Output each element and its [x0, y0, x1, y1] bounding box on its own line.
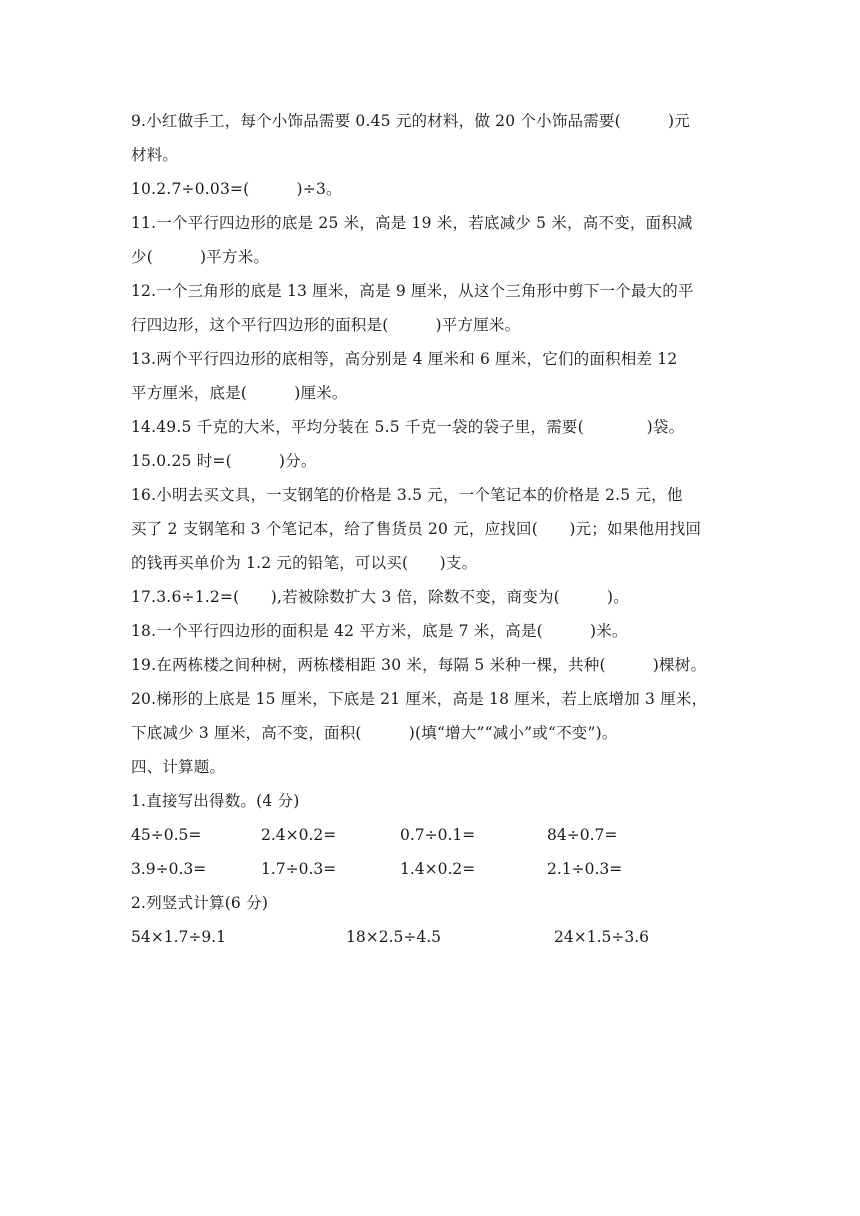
question-11-line-2: 少( )平方米。 — [131, 248, 270, 266]
vertical-calc-item: 54×1.7÷9.1 — [131, 928, 226, 946]
question-17: 17.3.6÷1.2=( ),若被除数扩大 3 倍，除数不变，商变为( )。 — [131, 588, 629, 606]
question-18: 18.一个平行四边形的面积是 42 平方米，底是 7 米，高是( )米。 — [131, 622, 628, 640]
question-16-line-3: 的钱再买单价为 1.2 元的铅笔，可以买( )支。 — [131, 554, 478, 572]
question-13-line-1: 13.两个平行四边形的底相等，高分别是 4 厘米和 6 厘米，它们的面积相差 12 — [131, 350, 678, 368]
direct-calc-item: 0.7÷0.1= — [400, 826, 476, 844]
question-14: 14.49.5 千克的大米，平均分装在 5.5 千克一袋的袋子里，需要( )袋。 — [131, 418, 685, 436]
question-12-line-1: 12.一个三角形的底是 13 厘米，高是 9 厘米，从这个三角形中剪下一个最大的平 — [131, 282, 694, 300]
direct-calc-item: 2.4×0.2= — [261, 826, 337, 844]
question-15: 15.0.25 时=( )分。 — [131, 452, 317, 470]
question-13-line-2: 平方厘米，底是( )厘米。 — [131, 384, 348, 402]
question-16-line-1: 16.小明去买文具，一支钢笔的价格是 3.5 元，一个笔记本的价格是 2.5 元，他 — [131, 486, 683, 504]
question-9-line-1: 9.小红做手工，每个小饰品需要 0.45 元的材料，做 20 个小饰品需要( )元 — [131, 112, 690, 130]
question-19: 19.在两栋楼之间种树，两栋楼相距 30 米，每隔 5 米种一棵，共种( )棵树。 — [131, 656, 707, 674]
question-10: 10.2.7÷0.03=( )÷3。 — [131, 180, 342, 198]
question-12-line-2: 行四边形，这个平行四边形的面积是( )平方厘米。 — [131, 316, 521, 334]
vertical-calc-title: 2.列竖式计算(6 分) — [131, 894, 269, 912]
question-9-line-2: 材料。 — [131, 146, 179, 164]
direct-calc-item: 1.4×0.2= — [400, 860, 476, 878]
vertical-calc-item: 24×1.5÷3.6 — [554, 928, 649, 946]
question-20-line-1: 20.梯形的上底是 15 厘米，下底是 21 厘米，高是 18 厘米，若上底增加 3 厘米， — [131, 690, 708, 708]
direct-calc-item: 2.1÷0.3= — [547, 860, 623, 878]
direct-calc-item: 84÷0.7= — [547, 826, 618, 844]
question-16-line-2: 买了 2 支钢笔和 3 个笔记本，给了售货员 20 元，应找回( )元；如果他用找回 — [131, 520, 702, 538]
section-heading-calculation: 四、计算题。 — [131, 758, 226, 776]
direct-calc-item: 1.7÷0.3= — [261, 860, 337, 878]
question-20-line-2: 下底减少 3 厘米，高不变，面积( )(填“增大”“减小”或“不变”)。 — [131, 724, 618, 742]
question-11-line-1: 11.一个平行四边形的底是 25 米，高是 19 米，若底减少 5 米，高不变，面积减 — [131, 214, 693, 232]
vertical-calc-item: 18×2.5÷4.5 — [346, 928, 441, 946]
direct-calc-item: 3.9÷0.3= — [131, 860, 207, 878]
direct-calc-title: 1.直接写出得数。(4 分) — [131, 792, 300, 810]
direct-calc-item: 45÷0.5= — [131, 826, 202, 844]
